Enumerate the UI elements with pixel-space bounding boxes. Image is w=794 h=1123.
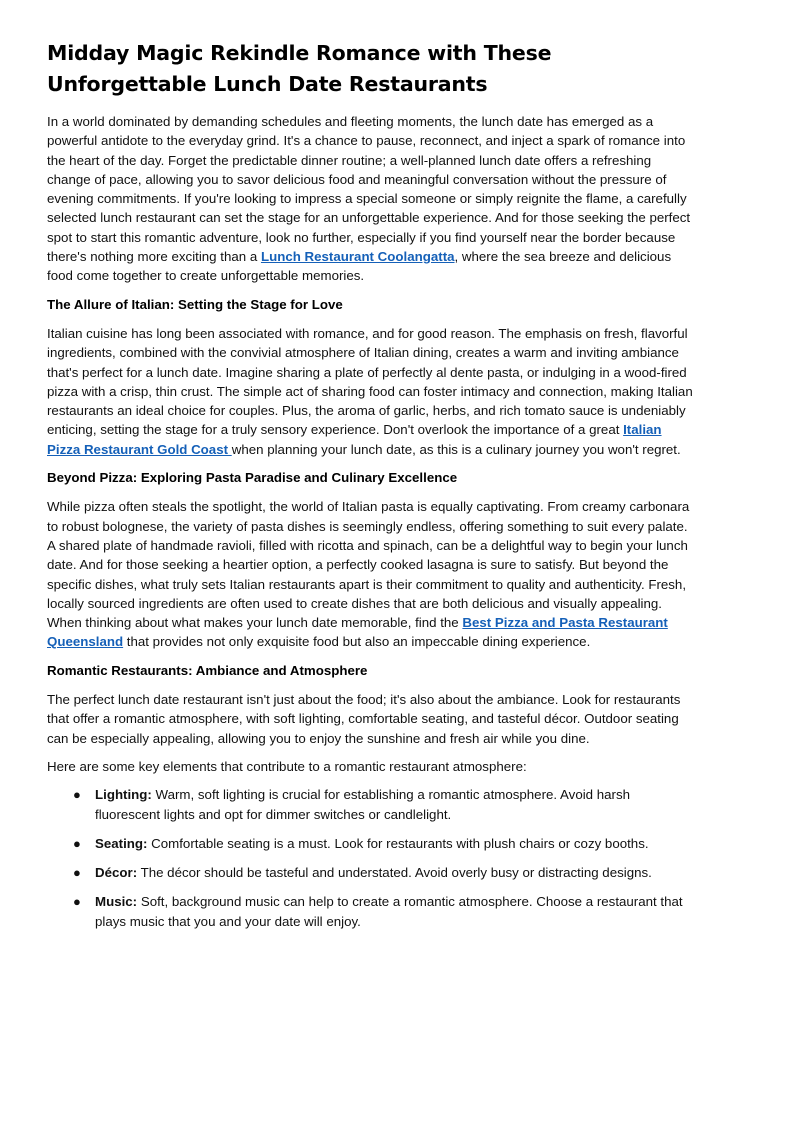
list-item-term: Décor:: [95, 865, 138, 881]
list-item-term: Seating:: [95, 835, 148, 851]
intro-text-before: In a world dominated by demanding schedules and fleeting moments, the lunch date has emerged as a powerful antidote to the everyday grind. It's a chance to pause, reconnect, and inject a spark of romance into the heart of the day. Forget the predictable dinner routine; a well-planned lunch date offers a refreshing change of pace, allowing you to savor delicious food and meaningful conversation without the pressure of evening commitments. If you're looking to impress a special someone or simply reignite the flame, a carefully selected lunch restaurant can set the stage for an unforgettable experience. And for those seeking the perfect spot to start this romantic adventure, look no further, especially if you find yourself near the border because there's nothing more exciting than a: [47, 114, 691, 265]
list-item-term: Music:: [95, 894, 138, 910]
bullet-icon: ●: [73, 787, 81, 803]
section-heading-beyond-pizza: Beyond Pizza: Exploring Pasta Paradise and Culinary Excellence: [47, 470, 458, 486]
section3-paragraph: The perfect lunch date restaurant isn't just about the food; it's also about the ambiance. Look for restaurants that offer a romantic atmosphere, with soft lighting, comfortable seating, and tasteful décor. Outdoor seating can be especially appealing, allowing you to enjoy the sunshine and fresh air while you dine.: [47, 692, 681, 746]
section2-text-before: While pizza often steals the spotlight, the world of Italian pasta is equally captivating. From creamy carbonara to robust bolognese, the variety of pasta dishes is seemingly endless, offering something to suit every palate. A shared plate of handmade ravioli, filled with ricotta and spinach, can be a delightful way to begin your lunch date. And for those seeking a heartier option, a perfectly cooked lasagna is sure to satisfy. But beyond the specific dishes, what truly sets Italian restaurants apart is their commitment to quality and authenticity. Fresh, locally sourced ingredients are often used to create dishes that are both delicious and visually appealing. When thinking about what makes your lunch date memorable, find the: [47, 499, 690, 631]
best-pizza-pasta-queensland-link[interactable]: Best Pizza and Pasta Restaurant Queensland: [47, 615, 668, 650]
list-item: [73, 863, 698, 882]
list-item: [73, 892, 698, 931]
list-item-text: The décor should be tasteful and understated. Avoid overly busy or distracting designs.: [137, 865, 652, 881]
list-item: [73, 834, 698, 853]
list-intro: Here are some key elements that contribute to a romantic restaurant atmosphere:: [47, 758, 527, 774]
section1-paragraph: [47, 324, 698, 459]
list-item: [73, 785, 698, 824]
bullet-icon: ●: [73, 865, 81, 881]
list-item-term: Lighting:: [95, 787, 152, 803]
atmosphere-elements-list: [47, 785, 698, 931]
page-title: Midday Magic Rekindle Romance with These Unforgettable Lunch Date Restaurants: [47, 41, 552, 96]
lunch-restaurant-coolangatta-link[interactable]: Lunch Restaurant Coolangatta: [260, 249, 455, 265]
bullet-icon: ●: [73, 894, 81, 910]
section1-text-before: Italian cuisine has long been associated with romance, and for good reason. The emphasis on fresh, flavorful ingredients, combined with the convivial atmosphere of Italian dining, creates a warm and inviting ambiance that's perfect for a lunch date. Imagine sharing a plate of perfectly al dente pasta, or indulging in a wood-fired pizza with a crisp, thin crust. The simple act of sharing food can foster intimacy and connection, making Italian restaurants an ideal choice for couples. Plus, the aroma of garlic, herbs, and rich tomato sauce is undeniably enticing, setting the stage for a truly sensory experience. Don't overlook the importance of a great: [47, 325, 693, 438]
list-item-text: Comfortable seating is a must. Look for restaurants with plush chairs or cozy booths.: [147, 835, 649, 851]
intro-text-after: , where the sea breeze and delicious food come together to create unforgettable memories.: [47, 249, 672, 284]
section2-paragraph: [47, 497, 698, 651]
bullet-icon: ●: [73, 835, 81, 851]
list-item-text: Warm, soft lighting is crucial for establishing a romantic atmosphere. Avoid harsh fluorescent lights and opt for dimmer switches or candlelight.: [95, 787, 631, 822]
list-item-text: Soft, background music can help to create a romantic atmosphere. Choose a restaurant that plays music that you and your date will enjoy.: [95, 894, 683, 929]
section-heading-romantic-restaurants: Romantic Restaurants: Ambiance and Atmosphere: [47, 662, 368, 678]
italian-pizza-restaurant-gold-coast-link[interactable]: Italian Pizza Restaurant Gold Coast: [47, 422, 662, 457]
section2-text-after: that provides not only exquisite food but also an impeccable dining experience.: [123, 634, 591, 650]
section-heading-italian-allure: The Allure of Italian: Setting the Stage for Love: [47, 296, 343, 312]
intro-paragraph: [47, 112, 698, 286]
section1-text-after: when planning your lunch date, as this is a culinary journey you won't regret.: [231, 441, 681, 457]
